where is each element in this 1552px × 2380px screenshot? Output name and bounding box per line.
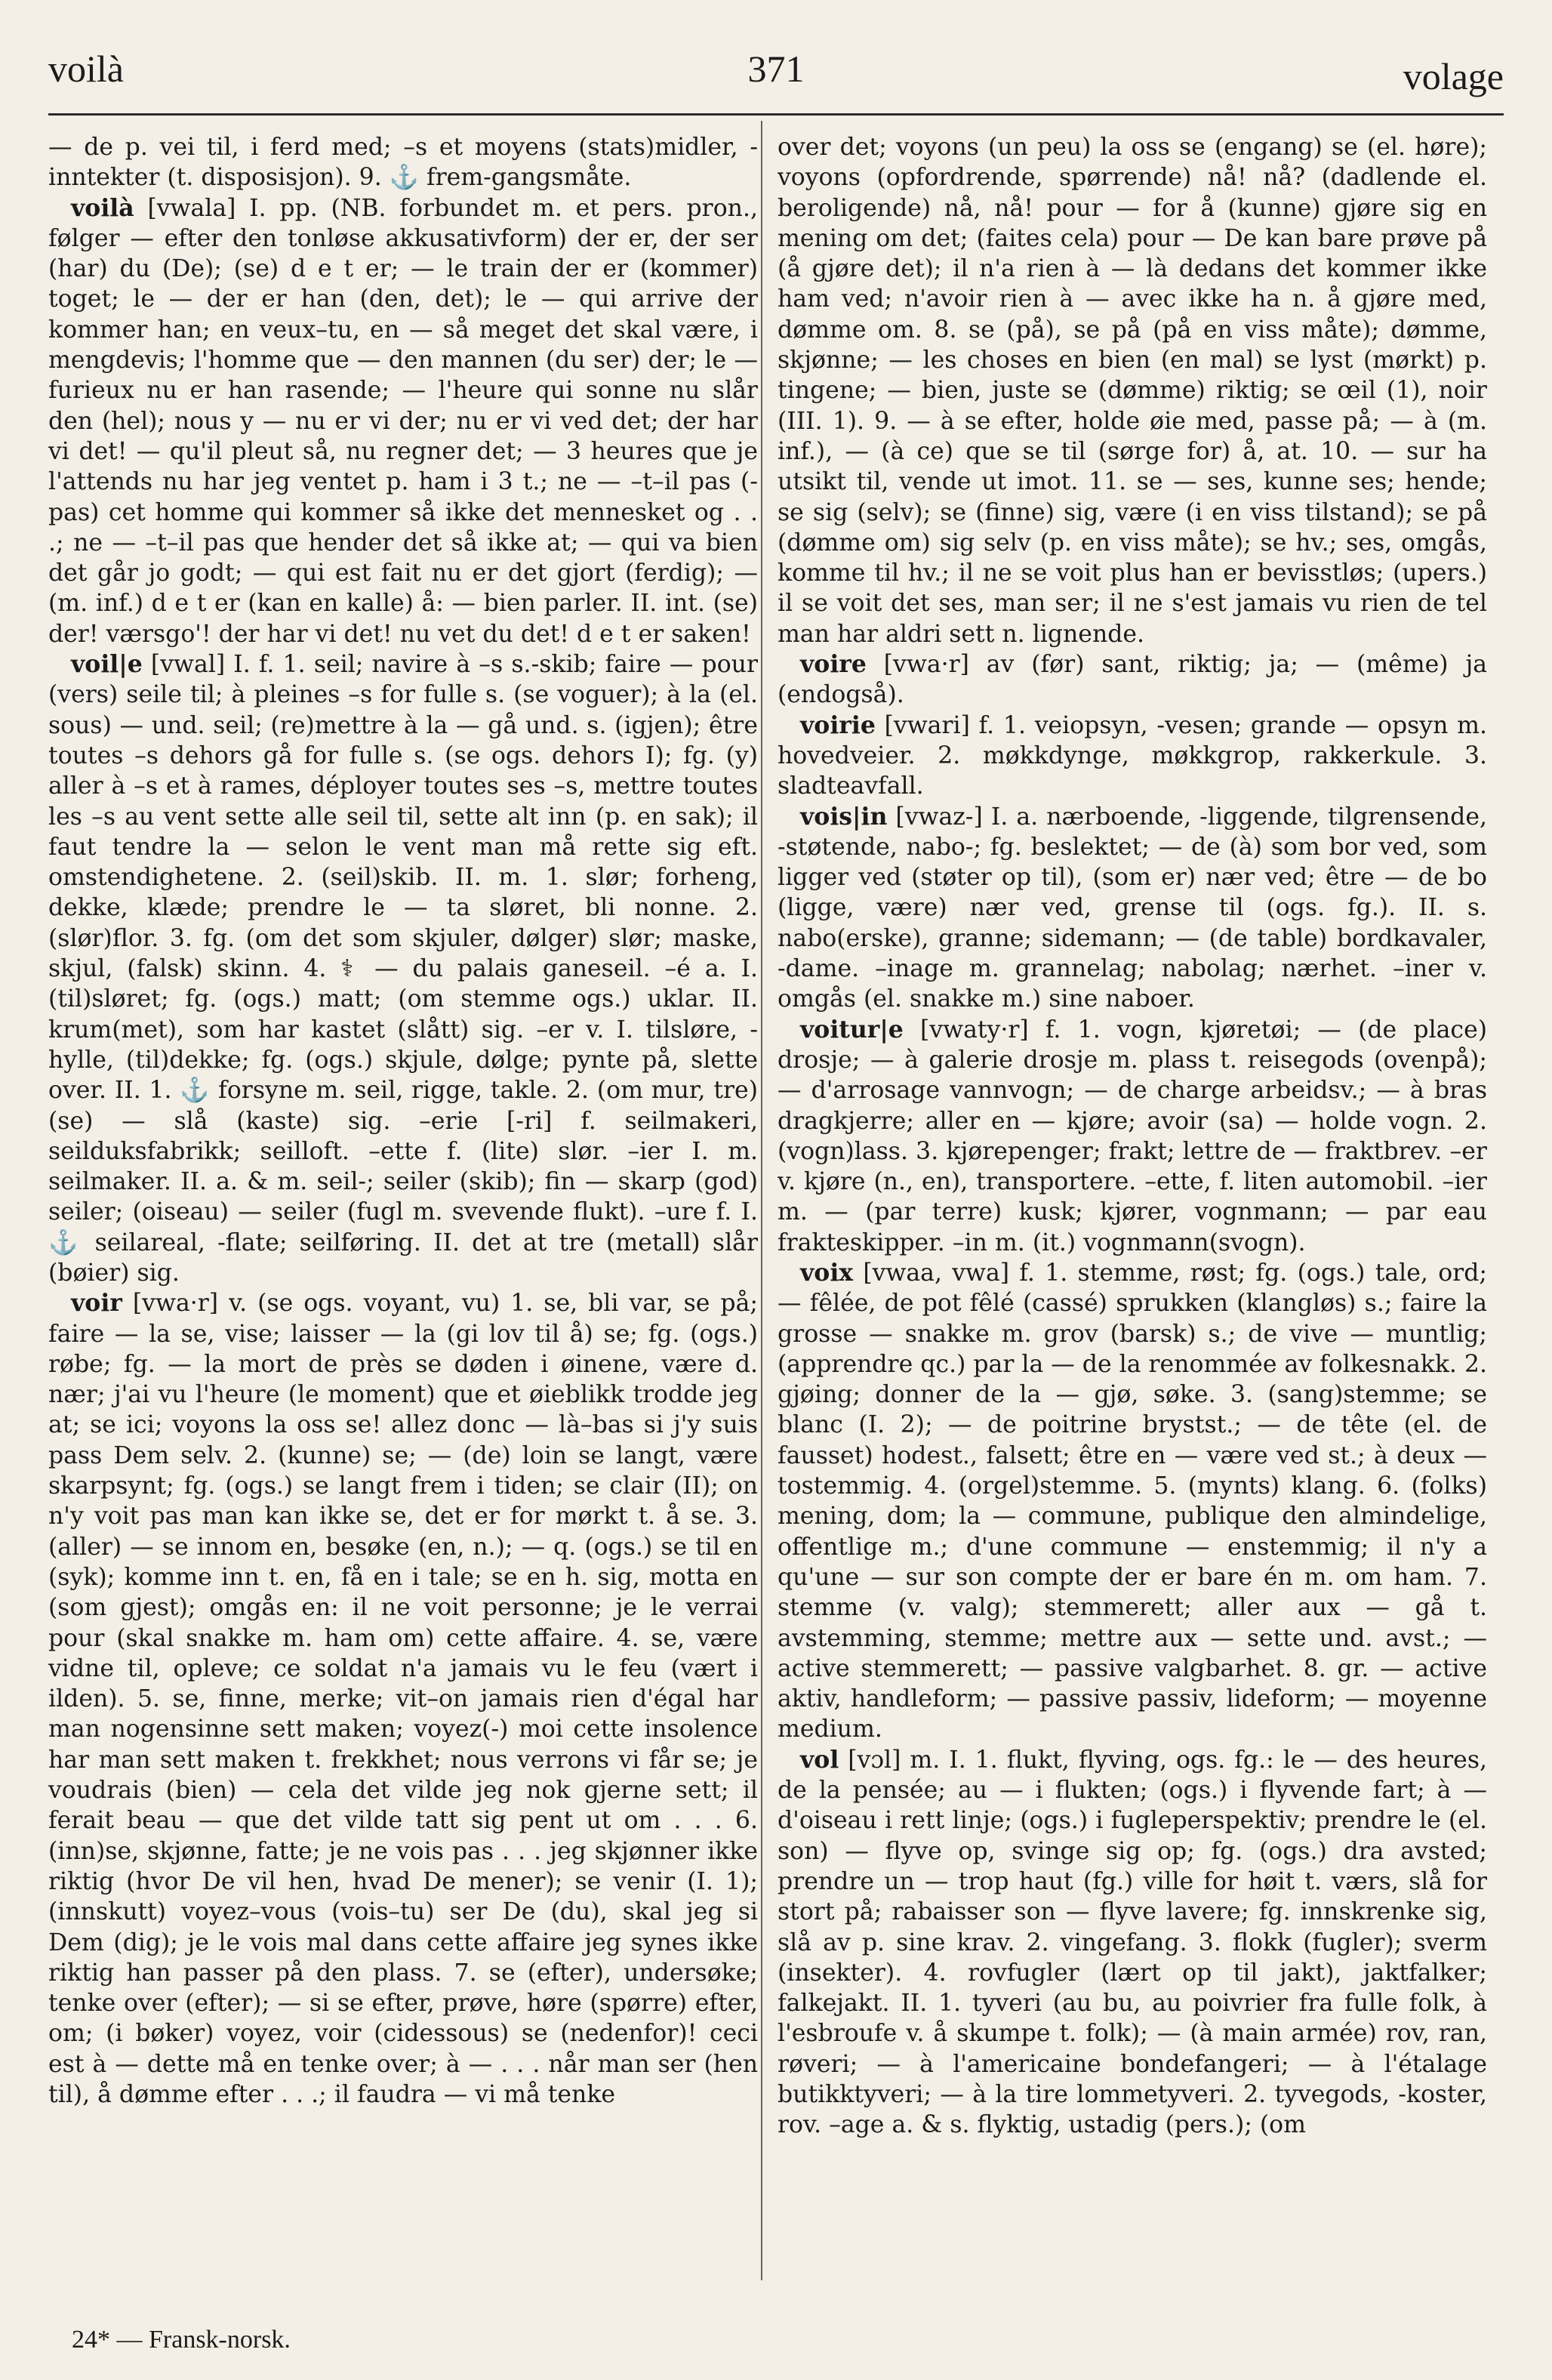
entry-definition: [vwari] f. 1. veiopsyn, -vesen; grande — opsyn m. hovedveier. 2. møkkdynge, møkkgrop, rakkerkule. 3. sladteavfall. xyxy=(778,711,1487,800)
dictionary-entry xyxy=(778,1258,1487,1745)
entry-definition: over det; voyons (un peu) la oss se (engang) se (el. høre); voyons (opfordrende, spørrende) nå! nå? (dadlende el. beroligende) nå, nå! pour — for å (kunne) gjøre sig en mening om det; (faites cela) pour — De kan bare prøve på (å gjøre det); il n'a rien à — là dedans det kommer ikke ham ved; n'avoir rien à — avec ikke ha n. å gjøre med, dømme om. 8. se (på), se på (på en viss måte); dømme, skjønne; — les choses en bien (en mal) se lyst (mørkt) p. tingene; — bien, juste se (dømme) riktig; se œil (1), noir (III. 1). 9. — à se efter, holde øie med, passe på; — à (m. inf.), — (à ce) que se til (sørge for) å, at. 10. — sur ha utsikt til, vende ut imot. 11. se — ses, kunne ses; hende; se sig (selv); se (finne) sig, være (i en viss tilstand); se på (dømme om) sig selv (p. en viss måte); se hv.; ses, omgås, komme til hv.; il ne se voit plus han er bevisstløs; (upers.) il se voit det ses, man ser; il ne s'est jamais vu rien de tel man har aldri sett n. lignende. xyxy=(778,134,1487,648)
header-right-guideword: volage xyxy=(1403,55,1504,97)
dictionary-entry xyxy=(48,649,758,1288)
page-footer xyxy=(72,2326,291,2354)
entry-headword: voix xyxy=(800,1258,854,1287)
entry-definition: — de p. vei til, i ferd med; –s et moyens (stats)midler, -inntekter (t. disposisjon). 9. ⚓ frem-gangsmåte. xyxy=(48,134,758,192)
page-number: 371 xyxy=(747,48,805,90)
left-column xyxy=(48,132,758,2277)
dictionary-entry xyxy=(778,132,1487,649)
entry-definition: [vwaa, vwa] f. 1. stemme, røst; fg. (ogs.) tale, ord; — fêlée, de pot fêlé (cassé) sprukken (klangløs) s.; faire la grosse — snakke m. grov (barsk) s.; de vive — muntlig; (apprendre qc.) par la — de la renommée av folkesnakk. 2. gjøing; donner de la — gjø, søke. 3. (sang)stemme; se blanc (I. 2); — de poitrine brystst.; — de tête (el. de fausset) hodest., falsett; être en — være ved st.; à deux — tostemmig. 4. (orgel)stemme. 5. (mynts) klang. 6. (folks) mening, dom; la — commune, publique den almindelige, offentlige m.; d'une commune — enstemmig; il n'y a qu'une — sur son compte der er bare én m. om ham. 7. stemme (v. valg); stemmerett; aller aux — gå t. avstemming, stemme; mettre aux — sette und. avst.; — active stemmerett; — passive valgbarhet. 8. gr. — active aktiv, handleform; — passive passiv, lideform; — moyenne medium. xyxy=(778,1259,1487,1743)
dictionary-entry xyxy=(778,1015,1487,1258)
entry-definition: [vwa·r] av (før) sant, riktig; ja; — (même) ja (endogså). xyxy=(778,651,1487,709)
header-rule xyxy=(48,113,1504,116)
signature-mark: 24* xyxy=(72,2326,110,2354)
dictionary-entry xyxy=(48,1288,758,2110)
entry-definition: [vwaty·r] f. 1. vogn, kjøretøi; — (de place) drosje; — à galerie drosje m. plass t. reisegods (ovenpå); — d'arrosage vannvogn; — de charge arbeidsv.; — à bras dragkjerre; aller en — kjøre; avoir (sa) — holde vogn. 2. (vogn)lass. 3. kjørepenger; frakt; lettre de — fraktbrev. –er v. kjøre (n., en), transportere. –ette, f. liten automobil. –ier m. — (par terre) kusk; kjører, vognmann; — par eau frakteskipper. –in m. (it.) vognmann(svogn). xyxy=(778,1016,1487,1256)
entry-headword: voitur|e xyxy=(800,1015,904,1044)
entry-definition: [vwala] I. pp. (NB. forbundet m. et pers. pron., følger — efter den tonløse akkusativform) der er, der ser (har) du (De); (se) d e t er; — le train der er (kommer) toget; le — der er han (den, det); le — qui arrive der kommer han; en veux–tu, en — så meget det skal være, i mengdevis; l'homme que — den mannen (du ser) der; le — furieux nu er han rasende; — l'heure qui sonne nu slår den (hel); nous y — nu er vi der; nu er vi ved det; der har vi det! — qu'il pleut så, nu regner det; — 3 heures que je l'attends nu har jeg ventet p. ham i 3 t.; ne — –t–il pas (- pas) cet homme qui kommer så ikke det mennesket og . . .; ne — –t–il pas que hender det så ikke at; — qui va bien det går jo godt; — qui est fait nu er det gjort (ferdig); — (m. inf.) d e t er (kan en kalle) å: — bien parler. II. int. (se) der! værsgo'! der har vi det! nu vet du det! d e t er saken! xyxy=(48,194,758,648)
dictionary-entry xyxy=(48,132,758,193)
entry-headword: vois|in xyxy=(800,802,888,831)
column-divider xyxy=(761,121,762,2280)
entry-headword: voir xyxy=(71,1289,122,1318)
entry-headword: vol xyxy=(800,1745,839,1774)
entry-headword: voirie xyxy=(800,711,876,739)
header-left-guideword: voilà xyxy=(48,48,124,90)
entry-headword: voil|e xyxy=(71,650,143,679)
dictionary-entry xyxy=(778,711,1487,802)
page-header xyxy=(48,47,1504,107)
dictionary-entry xyxy=(778,802,1487,1015)
footer-text: — Fransk-norsk. xyxy=(110,2326,291,2354)
dictionary-entry xyxy=(778,649,1487,711)
entry-definition: [vwaz-] I. a. nærboende, -liggende, tilgrensende, -støtende, nabo-; fg. beslektet; — de (à) som bor ved, som ligger ved (støter op til), (som er) nær ved; être — de bo (ligge, være) nær ved, grense til (ogs. fg.). II. s. nabo(erske), granne; sidemann; — (de table) bordkavaler, -dame. –inage m. grannelag; nabolag; nærhet. –iner v. omgås (el. snakke m.) sine naboer. xyxy=(778,803,1487,1013)
dictionary-entry xyxy=(778,1745,1487,2141)
entry-headword: voilà xyxy=(71,193,134,222)
entry-definition: [vwa·r] v. (se ogs. voyant, vu) 1. se, bli var, se på; faire — la se, vise; laisser — la (gi lov til å) se; fg. (ogs.) røbe; fg. — la mort de près se døden i øinene, være d. nær; j'ai vu l'heure (le moment) que et øieblikk trodde jeg at; se ici; voyons la oss se! allez donc — là–bas si j'y suis pass Dem selv. 2. (kunne) se; — (de) loin se langt, være skarpsynt; fg. (ogs.) se langt frem i tiden; se clair (II); on n'y voit pas man kan ikke se, det er for mørkt t. å se. 3. (aller) — se innom en, besøke (en, n.); — q. (ogs.) se til en (syk); komme inn t. en, få en i tale; se en h. sig, motta en (som gjest); omgås en: il ne voit personne; je le verrai pour (skal snakke m. ham om) cette affaire. 4. se, være vidne til, opleve; ce soldat n'a jamais vu le feu (vært i ilden). 5. se, finne, merke; vit–on jamais rien d'égal har man nogensinne sett maken; voyez(-) moi cette insolence har man sett maken t. frekkhet; nous verrons vi får se; je voudrais (bien) — cela det vilde jeg nok gjerne sett; il ferait beau — que det vilde tatt sig pent ut om . . . 6. (inn)se, skjønne, fatte; je ne vois pas . . . jeg skjønner ikke riktig (hvor De vil hen, hvad De mener); se venir (I. 1); (innskutt) voyez–vous (vois–tu) ser De (du), skal jeg si Dem (dig); je le vois mal dans cette affaire jeg synes ikke riktig han passer på den plass. 7. se (efter), undersøke; tenke over (efter); — si se efter, prøve, høre (spørre) efter, om; (i bøker) voyez, voir (cidessous) se (nedenfor)! ceci est à — dette må en tenke over; à — . . . når man ser (hen til), å dømme efter . . .; il faudra — vi må tenke xyxy=(48,1290,758,2108)
entry-definition: [vɔl] m. I. 1. flukt, flyving, ogs. fg.: le — des heures, de la pensée; au — i flukten; (ogs.) i flyvende fart; à — d'oiseau i rett linje; (ogs.) i fugleperspektiv; prendre le (el. son) — flyve op, svinge sig op; fg. (ogs.) dra avsted; prendre un — trop haut (fg.) ville for høit t. værs, slå for stort på; rabaisser son — flyve lavere; fg. innskrenke sig, slå av p. sine krav. 2. vingefang. 3. flokk (fugler); sverm (insekter). 4. rovfugler (lært op til jakt), jaktfalker; falkejakt. II. 1. tyveri (au bu, au poivrier fra fulle folk, à l'esbroufe v. å skumpe t. folk); — (à main armée) rov, ran, røveri; — à l'americaine bondefangeri; — à l'étalage butikktyveri; — à la tire lommetyveri. 2. tyvegods, -koster, rov. –age a. & s. flyktig, ustadig (pers.); (om xyxy=(778,1746,1487,2139)
right-column xyxy=(778,132,1487,2277)
entry-headword: voire xyxy=(800,650,867,679)
dictionary-entry xyxy=(48,193,758,649)
entry-definition: [vwal] I. f. 1. seil; navire à –s s.-skib; faire — pour (vers) seile til; à pleines –s for fulle s. (se voguer); à la (el. sous) — und. seil; (re)mettre à la — gå und. s. (igjen); être toutes –s dehors gå for fulle s. (se ogs. dehors I); fg. (y) aller à –s et à rames, déployer toutes ses –s, mettre toutes les –s au vent sette alle seil til, sette alt inn (p. en sak); il faut tendre la — selon le vent man må rette sig eft. omstendighetene. 2. (seil)skib. II. m. 1. slør; forheng, dekke, klæde; prendre le — ta sløret, bli nonne. 2. (slør)flor. 3. fg. (om det som skjuler, dølger) slør; maske, skjul, (falsk) skinn. 4. ⚕ — du palais ganeseil. –é a. I. (til)sløret; fg. (ogs.) matt; (om stemme ogs.) uklar. II. krum(met), som har kastet (slått) sig. –er v. I. tilsløre, -hylle, (til)dekke; fg. (ogs.) skjule, dølge; pynte på, slette over. II. 1. ⚓ forsyne m. seil, rigge, takle. 2. (om mur, tre) (se) — slå (kaste) sig. –erie [-ri] f. seilmakeri, seilduksfabrikk; seilloft. –ette f. (lite) slør. –ier I. m. seilmaker. II. a. & m. seil-; seiler (skib); fin — skarp (god) seiler; (oiseau) — seiler (fugl m. svevende flukt). –ure f. I. ⚓ seilareal, -flate; seilføring. II. det at tre (metall) slår (bøier) sig. xyxy=(48,651,758,1287)
